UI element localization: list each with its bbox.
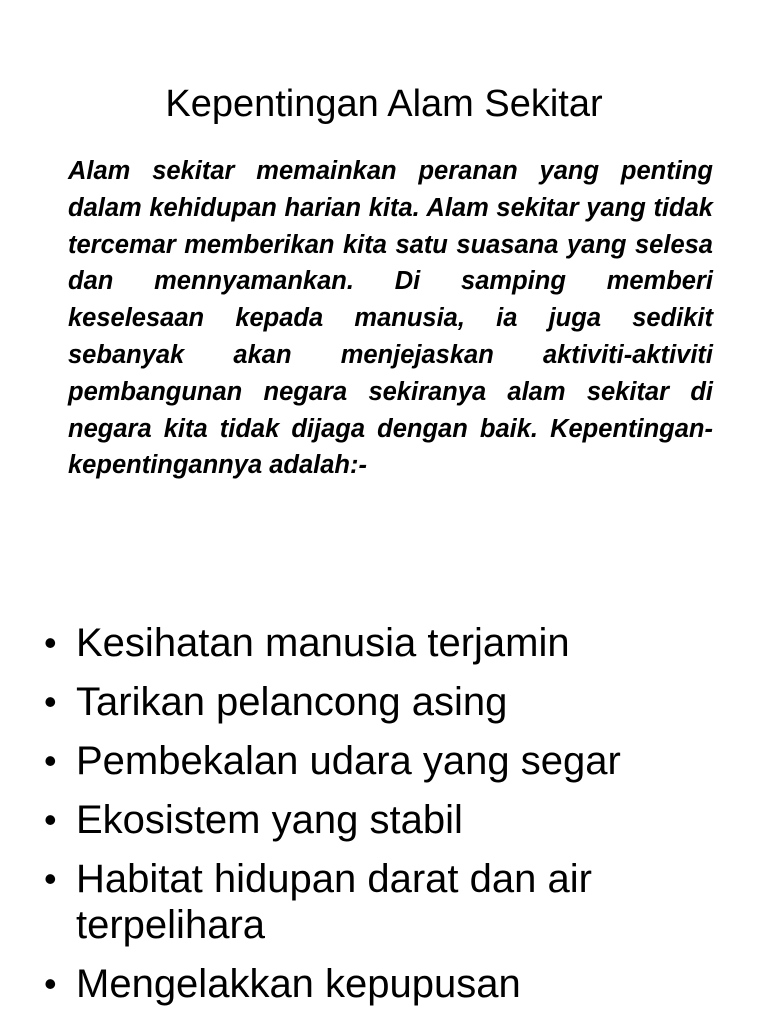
bullet-text: Mengelakkan kepupusan [76, 962, 521, 1006]
bullet-text: Ekosistem yang stabil [76, 798, 463, 842]
bullet-item [44, 679, 744, 725]
bullet-item [44, 797, 744, 843]
slide-title: Kepentingan Alam Sekitar [165, 83, 603, 125]
bullet-text: Kesihatan manusia terjamin [76, 621, 570, 665]
bullet-dot-icon: • [44, 858, 57, 899]
intro-paragraph: Alam sekitar memainkan peranan yang penting dalam kehidupan harian kita. Alam sekitar yang tidak tercemar memberikan kita satu suasana yang selesa dan mennyamankan. Di samping memberi keselesaan kepada manusia, ia juga sedikit sebanyak akan menjejaskan aktiviti-aktiviti pembangunan negara sekiranya alam sekitar di negara kita tidak dijaga dengan baik. Kepentingan-kepentingannya adalah:- [68, 157, 713, 480]
bullet-text: Habitat hidupan darat dan air terpelihara [76, 857, 592, 947]
bullet-item [44, 620, 744, 666]
bullet-dot-icon: • [44, 799, 57, 840]
bullet-dot-icon: • [44, 681, 57, 722]
bullet-dot-icon: • [44, 963, 57, 1004]
bullet-dot-icon: • [44, 740, 57, 781]
bullet-item [44, 856, 744, 948]
bullet-text: Tarikan pelancong asing [76, 680, 508, 724]
bullet-item [44, 961, 744, 1007]
bullet-dot-icon: • [44, 622, 57, 663]
bullet-list [44, 620, 744, 1020]
bullet-item [44, 738, 744, 784]
bullet-text: Pembekalan udara yang segar [76, 739, 621, 783]
